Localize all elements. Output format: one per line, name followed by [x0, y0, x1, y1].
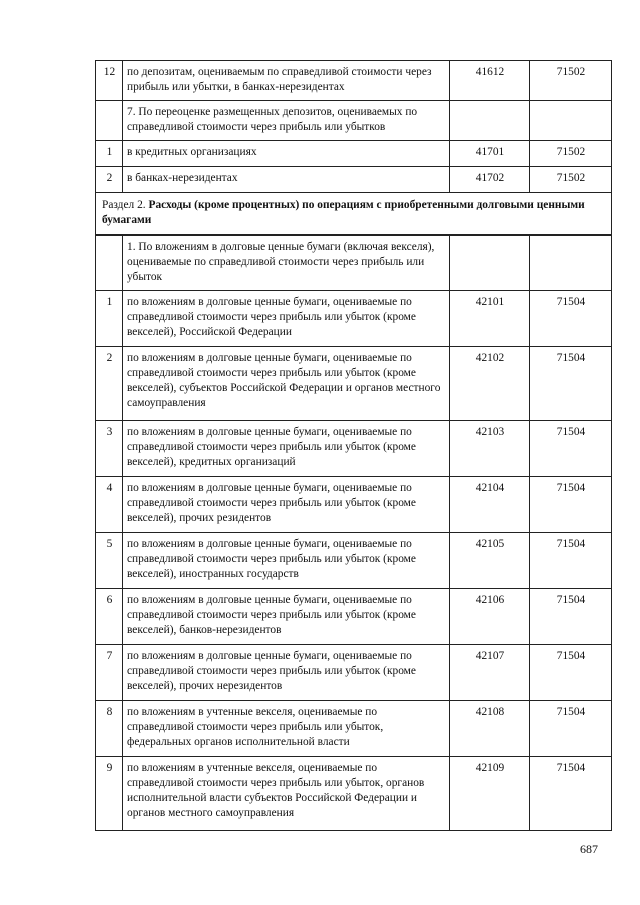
symbol-code: 71502 [530, 141, 612, 167]
row-number: 2 [96, 167, 123, 193]
row-description: в банках-нерезидентах [123, 167, 450, 193]
row-description: по вложениям в долговые ценные бумаги, оцениваемые по справедливой стоимости через прибыль или убыток (кроме векселей), иностранных государств [123, 533, 450, 589]
account-code: 42105 [450, 533, 530, 589]
accounts-table [95, 60, 612, 831]
row-number [96, 101, 123, 141]
row-description: по вложениям в учтенные векселя, оцениваемые по справедливой стоимости через прибыль или убыток, федеральных органов исполнительной власти [123, 701, 450, 757]
table-row [96, 477, 612, 533]
symbol-code: 71504 [530, 701, 612, 757]
symbol-code: 71504 [530, 477, 612, 533]
row-description: 7. По переоценке размещенных депозитов, оцениваемых по справедливой стоимости через прибыль или убытков [123, 101, 450, 141]
table-row [96, 167, 612, 193]
row-description: по вложениям в долговые ценные бумаги, оцениваемые по справедливой стоимости через прибыль или убыток (кроме векселей), прочих резидентов [123, 477, 450, 533]
section-title: Расходы (кроме процентных) по операциям с приобретенными долговыми ценными бумагами [102, 199, 585, 226]
row-description: по вложениям в учтенные векселя, оцениваемые по справедливой стоимости через прибыль или убыток, органов исполнительной власти субъектов Российской Федерации и органов местного самоуправления [123, 757, 450, 831]
account-code: 42101 [450, 291, 530, 347]
table-row [96, 61, 612, 101]
section-header-row [96, 193, 612, 235]
row-number: 12 [96, 61, 123, 101]
account-code: 42103 [450, 421, 530, 477]
symbol-code: 71504 [530, 421, 612, 477]
row-description: по вложениям в долговые ценные бумаги, оцениваемые по справедливой стоимости через прибыль или убыток (кроме векселей), Российской Федерации [123, 291, 450, 347]
row-description: в кредитных организациях [123, 141, 450, 167]
row-number: 5 [96, 533, 123, 589]
symbol-code: 71502 [530, 61, 612, 101]
row-description: по вложениям в долговые ценные бумаги, оцениваемые по справедливой стоимости через прибыль или убыток (кроме векселей), субъектов Российской Федерации и органов местного самоуправления [123, 347, 450, 421]
page-number: 687 [580, 842, 598, 856]
symbol-code [530, 235, 612, 291]
row-number: 4 [96, 477, 123, 533]
row-number: 1 [96, 141, 123, 167]
row-description: 1. По вложениям в долговые ценные бумаги (включая векселя), оцениваемые по справедливой стоимости через прибыль или убыток [123, 235, 450, 291]
symbol-code: 71504 [530, 291, 612, 347]
table-row [96, 101, 612, 141]
row-description: по вложениям в долговые ценные бумаги, оцениваемые по справедливой стоимости через прибыль или убыток (кроме векселей), прочих нерезидентов [123, 645, 450, 701]
account-code: 41702 [450, 167, 530, 193]
symbol-code [530, 101, 612, 141]
account-code: 41701 [450, 141, 530, 167]
table-row [96, 589, 612, 645]
table-body-top [96, 61, 612, 235]
account-code: 42108 [450, 701, 530, 757]
account-code [450, 101, 530, 141]
account-code: 41612 [450, 61, 530, 101]
table-row [96, 347, 612, 421]
account-code: 42106 [450, 589, 530, 645]
row-description: по вложениям в долговые ценные бумаги, оцениваемые по справедливой стоимости через прибыль или убыток (кроме векселей), банков-нерезидентов [123, 589, 450, 645]
row-number: 1 [96, 291, 123, 347]
table-row [96, 421, 612, 477]
row-number: 8 [96, 701, 123, 757]
table-row [96, 701, 612, 757]
symbol-code: 71504 [530, 757, 612, 831]
symbol-code: 71504 [530, 533, 612, 589]
symbol-code: 71504 [530, 589, 612, 645]
table-body-main [96, 235, 612, 831]
table-row [96, 141, 612, 167]
row-number [96, 235, 123, 291]
account-code: 42104 [450, 477, 530, 533]
row-number: 6 [96, 589, 123, 645]
section-header [96, 193, 612, 235]
symbol-code: 71504 [530, 645, 612, 701]
account-code: 42107 [450, 645, 530, 701]
table-row [96, 757, 612, 831]
row-description: по вложениям в долговые ценные бумаги, оцениваемые по справедливой стоимости через прибыль или убыток (кроме векселей), кредитных организаций [123, 421, 450, 477]
account-code: 42109 [450, 757, 530, 831]
row-number: 7 [96, 645, 123, 701]
section-label: Раздел 2. [102, 199, 146, 211]
account-code: 42102 [450, 347, 530, 421]
symbol-code: 71502 [530, 167, 612, 193]
table-row [96, 645, 612, 701]
row-number: 2 [96, 347, 123, 421]
row-description: по депозитам, оцениваемым по справедливой стоимости через прибыль или убытки, в банках-нерезидентах [123, 61, 450, 101]
table-row [96, 533, 612, 589]
symbol-code: 71504 [530, 347, 612, 421]
account-code [450, 235, 530, 291]
table-row [96, 291, 612, 347]
row-number: 9 [96, 757, 123, 831]
table-row [96, 235, 612, 291]
row-number: 3 [96, 421, 123, 477]
